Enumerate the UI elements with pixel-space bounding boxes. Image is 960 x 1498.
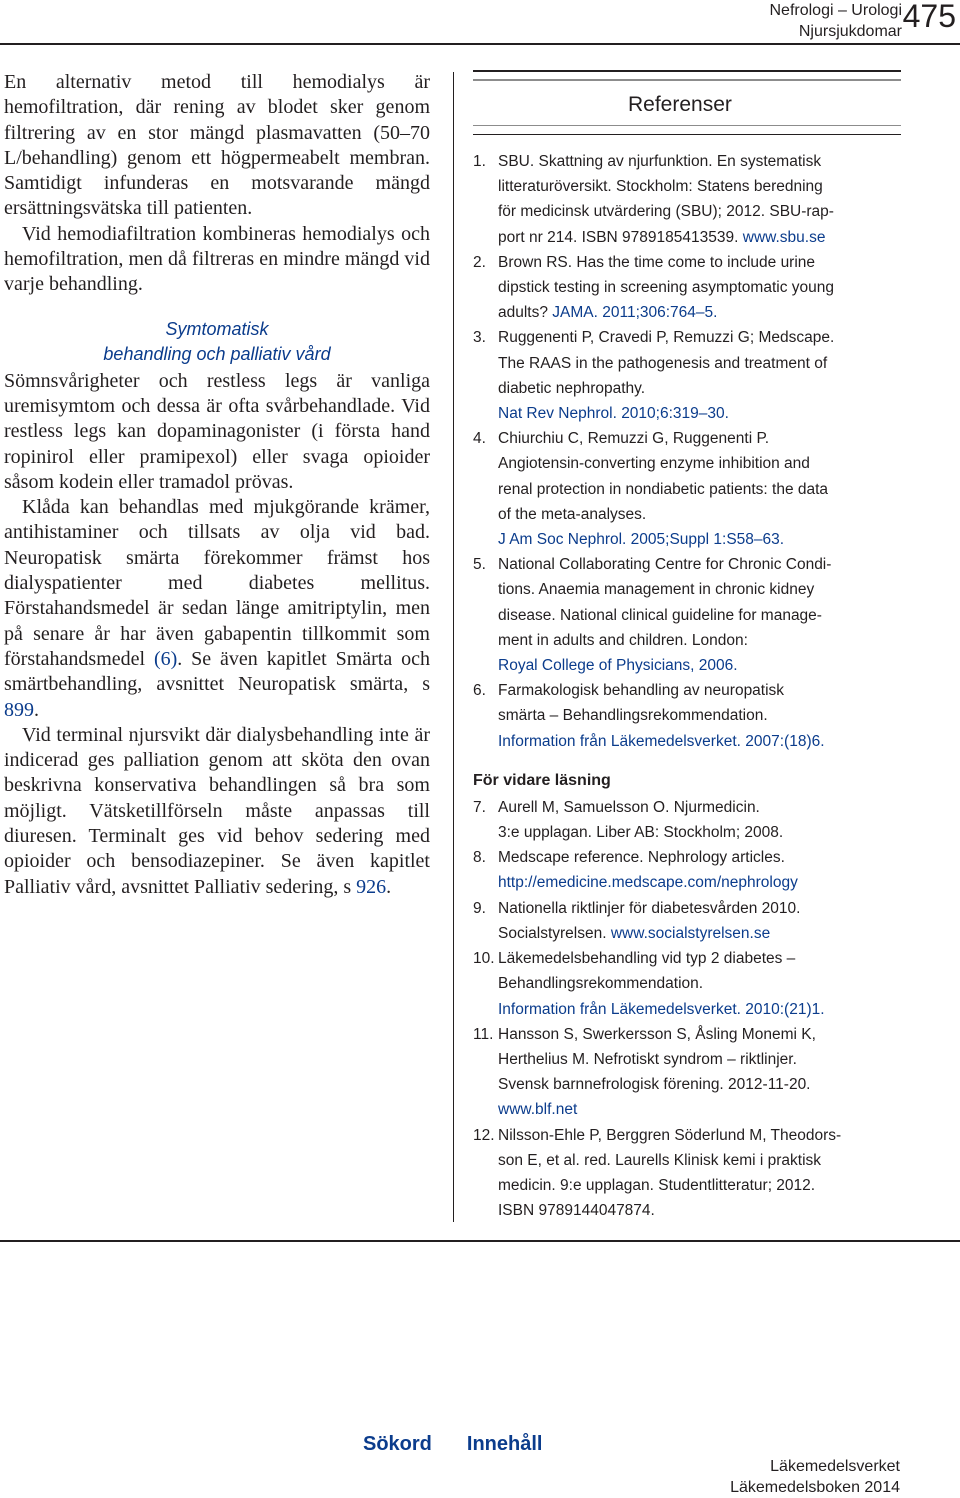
reference-link[interactable]: www.socialstyrelsen.se xyxy=(610,924,771,942)
footer-navigation xyxy=(363,1432,577,1456)
reference-item-10 xyxy=(473,946,901,1022)
reference-body xyxy=(498,678,901,754)
paragraph-pruritus-text-a: Klåda kan behandlas med mjukgörande krämer, antihistaminer och tillsats av olja vid bad. Neuropatisk smärta förekommer främst hos dialyspatienter med diabetes mellitus. Förstahandsmedel är sedan länge amitriptylin, men på senare år har även gabapentin tillkommit som förstahandsmedel xyxy=(4,496,430,670)
reference-item-4 xyxy=(473,426,901,552)
chapter-title: Nefrologi – Urologi xyxy=(769,2,902,19)
reference-line: litteraturöversikt. Stockholm: Statens beredning xyxy=(498,178,823,196)
reference-line: Läkemedelsbehandling vid typ 2 diabetes – xyxy=(498,950,796,968)
references-box-top-rule xyxy=(473,70,901,81)
paragraph-terminal-text-b: . xyxy=(386,875,392,898)
reference-number: 7. xyxy=(473,798,486,816)
reference-line: 3:e upplagan. Liber AB: Stockholm; 2008. xyxy=(498,824,784,842)
page-link-926[interactable]: 926 xyxy=(356,875,387,898)
paragraph-terminal xyxy=(4,723,430,900)
reference-line: son E, et al. red. Laurells Klinisk kemi i praktisk xyxy=(498,1151,822,1169)
reference-link[interactable]: J Am Soc Nephrol. 2005;Suppl 1:S58–63. xyxy=(498,531,785,549)
reference-line: Svensk barnnefrologisk förening. 2012-11-20. xyxy=(498,1076,811,1094)
reference-body xyxy=(498,946,901,1022)
references-heading: Referenser xyxy=(628,93,732,116)
column-divider xyxy=(453,72,454,1222)
page-link-899[interactable]: 899 xyxy=(4,698,34,721)
references-box-bottom-rule xyxy=(473,125,901,135)
paragraph-hemodiafiltration: Vid hemodiafiltration kombineras hemodialys och hemofiltration, men då filtreras en mindre mängd vid varje behandling. xyxy=(4,222,430,296)
publisher-name: Läkemedelsverket xyxy=(770,1458,900,1475)
reference-body xyxy=(498,845,901,895)
reference-line: ISBN 9789144047874. xyxy=(498,1202,655,1220)
reference-item-2 xyxy=(473,250,901,326)
reference-number: 12. xyxy=(473,1126,495,1144)
paragraph-pruritus xyxy=(4,495,430,723)
reference-item-11 xyxy=(473,1022,901,1123)
further-reading-heading: För vidare läsning xyxy=(473,771,611,789)
reference-body xyxy=(498,896,901,946)
reference-line: Ruggenenti P, Cravedi P, Remuzzi G; Medscape. xyxy=(498,329,835,347)
book-title: Läkemedelsboken 2014 xyxy=(730,1479,900,1496)
reference-item-7 xyxy=(473,795,901,845)
reference-body xyxy=(498,1123,901,1224)
running-header xyxy=(769,0,902,42)
reference-line: renal protection in nondiabetic patients: the data xyxy=(498,480,829,498)
reference-line: diabetic nephropathy. xyxy=(498,379,646,397)
reference-line: Hansson S, Swerkersson S, Åsling Monemi K, xyxy=(498,1025,816,1043)
reference-item-6 xyxy=(473,678,901,754)
paragraph-terminal-text-a: Vid terminal njursvikt där dialysbehandling inte är indicerad ges palliation genom att sköta den ovan beskrivna konservativa behandlingen så bra som möjligt. Vätsketillförseln måste anpassas till diuresen. Terminalt ges vid behov sedering med opioider och bensodiazepiner. Se även kapitlet Palliativ vård, avsnittet Palliativ sedering, s xyxy=(4,723,430,898)
reference-line: disease. National clinical guideline for manage- xyxy=(498,606,822,624)
reference-item-8 xyxy=(473,845,901,895)
reference-body xyxy=(498,149,901,250)
reference-line: SBU. Skattning av njurfunktion. En systematisk xyxy=(498,153,822,170)
reference-item-5 xyxy=(473,552,901,678)
section-heading-line1: Symtomatisk xyxy=(165,318,269,339)
reference-link[interactable]: Royal College of Physicians, 2006. xyxy=(498,657,738,675)
section-title: Njursjukdomar xyxy=(798,23,902,40)
reference-line: Herthelius M. Nefrotiskt syndrom – riktlinjer. xyxy=(498,1050,797,1068)
reference-line: tions. Anaemia management in chronic kidney xyxy=(498,581,815,599)
footer-publisher xyxy=(730,1456,900,1498)
reference-line: Nationella riktlinjer för diabetesvården 2010. xyxy=(498,899,801,917)
reference-link[interactable]: www.sbu.se xyxy=(742,228,826,246)
paragraph-pruritus-text-c: . xyxy=(34,698,39,721)
paragraph-pruritus-text-b: . Se även kapitlet Smärta och smärtbehandling, avsnittet Neuropatisk smärta, s xyxy=(4,647,430,696)
reference-line: Angiotensin-converting enzyme inhibition and xyxy=(498,455,810,473)
reference-number: 11. xyxy=(473,1025,494,1043)
reference-body xyxy=(498,426,901,552)
reference-link[interactable]: Information från Läkemedelsverket. 2010:(21)1. xyxy=(498,1000,825,1018)
reference-body xyxy=(498,552,901,678)
search-terms-link[interactable]: Sökord xyxy=(363,1433,432,1455)
reference-item-3 xyxy=(473,325,901,426)
reference-link[interactable]: http://emedicine.medscape.com/nephrology xyxy=(498,874,798,892)
reference-number: 6. xyxy=(473,682,486,700)
reference-line: Aurell M, Samuelsson O. Njurmedicin. xyxy=(498,798,760,816)
reference-line: National Collaborating Centre for Chronic Condi- xyxy=(498,556,832,574)
reference-body xyxy=(498,250,901,326)
reference-number: 10. xyxy=(473,950,495,968)
reference-line: Nilsson-Ehle P, Berggren Söderlund M, Theodors- xyxy=(498,1126,842,1144)
section-heading-symptomatic xyxy=(4,317,430,367)
reference-body xyxy=(498,1022,901,1123)
reference-line: Farmakologisk behandling av neuropatisk xyxy=(498,682,785,700)
reference-line: The RAAS in the pathogenesis and treatment of xyxy=(498,354,828,372)
reference-body xyxy=(498,795,901,845)
paragraph-restless-legs: Sömnsvårigheter och restless legs är vanliga uremisymtom och dessa är ofta svårbehandlade. Vid restless legs kan dopaminagonister (i första hand ropinirol eller pramipexol) eller svaga opioider såsom kodein eller tramadol prövas. xyxy=(4,369,430,493)
page-number: 475 xyxy=(902,0,956,34)
reference-number: 9. xyxy=(473,899,486,917)
references-column xyxy=(473,70,901,1223)
reference-number: 5. xyxy=(473,556,486,574)
reference-text: adults? xyxy=(498,304,553,322)
reference-link[interactable]: JAMA. 2011;306:764–5. xyxy=(552,304,718,322)
reference-line: medicin. 9:e upplagan. Studentlitteratur; 2012. xyxy=(498,1176,816,1194)
reference-line xyxy=(498,921,901,946)
reference-text: Socialstyrelsen. xyxy=(498,924,611,942)
reference-number: 1. xyxy=(473,153,486,170)
contents-link[interactable]: Innehåll xyxy=(466,1433,543,1455)
reference-line: Behandlingsrekommendation. xyxy=(498,975,704,993)
section-heading-line2: behandling och palliativ vård xyxy=(103,343,331,364)
paragraph-hemofiltration: En alternativ metod till hemodialys är hemofiltration, där rening av blodet sker genom filtrering av en stor mängd plasmavatten (50–70 L/behandling) genom ett högpermeabelt membran. Samtidigt infunderas en motsvarande mängd ersättningsvätska till patienten. xyxy=(4,71,430,220)
reference-line: of the meta-analyses. xyxy=(498,505,647,523)
reference-body xyxy=(498,325,901,426)
reference-line: ment in adults and children. London: xyxy=(498,631,748,649)
reference-link[interactable]: www.blf.net xyxy=(498,1101,578,1119)
reference-text: port nr 214. ISBN 9789185413539. xyxy=(498,228,743,246)
reference-item-1 xyxy=(473,149,901,250)
reference-line xyxy=(498,300,901,325)
reference-number: 4. xyxy=(473,430,486,448)
header-rule xyxy=(0,43,960,45)
reference-line: Chiurchiu C, Remuzzi G, Ruggenenti P. xyxy=(498,430,770,448)
reference-line: dipstick testing in screening asymptomatic young xyxy=(498,279,834,297)
reference-link[interactable]: Information från Läkemedelsverket. 2007:(18)6. xyxy=(498,732,825,750)
reference-line: för medicinsk utvärdering (SBU); 2012. SBU-rap- xyxy=(498,203,834,221)
reference-line xyxy=(498,225,901,250)
reference-line: Medscape reference. Nephrology articles. xyxy=(498,849,785,867)
reference-item-12 xyxy=(473,1123,901,1224)
reference-line: Brown RS. Has the time come to include urine xyxy=(498,253,816,271)
references-list xyxy=(473,149,901,754)
reference-item-9 xyxy=(473,896,901,946)
reference-line: smärta – Behandlingsrekommendation. xyxy=(498,707,768,725)
reference-link[interactable]: Nat Rev Nephrol. 2010;6:319–30. xyxy=(498,405,729,423)
reference-number: 3. xyxy=(473,329,486,347)
left-column xyxy=(4,70,430,900)
further-reading-list xyxy=(473,795,901,1223)
bottom-rule xyxy=(0,1240,960,1242)
reference-number: 2. xyxy=(473,253,486,271)
reference-link-6[interactable]: (6) xyxy=(153,647,178,670)
reference-number: 8. xyxy=(473,849,486,867)
